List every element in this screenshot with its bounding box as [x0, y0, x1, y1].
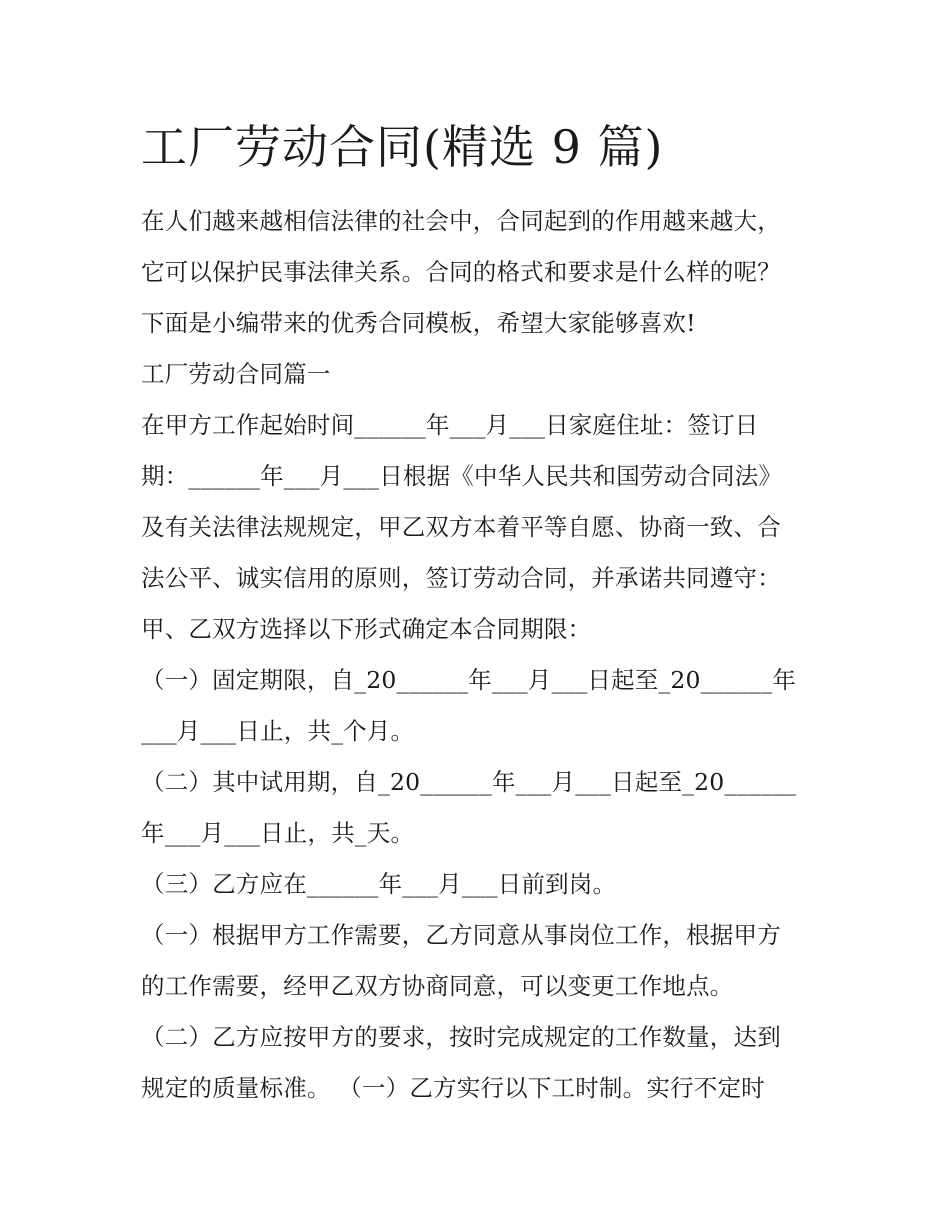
body-line: （一）固定期限，自_20______年___月___日起至_20______年 [141, 666, 797, 694]
section-heading: 工厂劳动合同篇一 [141, 360, 331, 388]
body-line: 及有关法律法规规定，甲乙双方本着平等自愿、协商一致、合 [141, 513, 781, 541]
body-line: 规定的质量标准。 （一）乙方实行以下工时制。实行不定时 [141, 1074, 765, 1102]
document-body [141, 196, 813, 1114]
body-line: （二）乙方应按甲方的要求，按时完成规定的工作数量，达到 [141, 1023, 781, 1051]
body-line: 下面是小编带来的优秀合同模板，希望大家能够喜欢! [141, 309, 696, 337]
body-line: 法公平、诚实信用的原则，签订劳动合同，并承诺共同遵守： [141, 564, 781, 592]
body-line: 期：______年___月___日根据《中华人民共和国劳动合同法》 [141, 462, 783, 490]
body-line: （一）根据甲方工作需要，乙方同意从事岗位工作，根据甲方 [141, 921, 781, 949]
document-title: 工厂劳动合同(精选 9 篇) [141, 120, 664, 174]
body-line: ___月___日止，共_个月。 [141, 717, 415, 745]
body-line: 在甲方工作起始时间______年___月___日家庭住址：签订日 [141, 411, 759, 439]
body-line: （二）其中试用期，自_20______年___月___日起至_20______ [141, 768, 797, 796]
body-line: 它可以保护民事法律关系。合同的格式和要求是什么样的呢？ [141, 258, 781, 286]
body-line: 的工作需要，经甲乙双方协商同意，可以变更工作地点。 [141, 972, 734, 1000]
body-line: （三）乙方应在______年___月___日前到岗。 [141, 870, 617, 898]
body-line: 甲、乙双方选择以下形式确定本合同期限： [141, 615, 592, 643]
body-line: 在人们越来越相信法律的社会中，合同起到的作用越来越大， [141, 207, 781, 235]
body-line: 年___月___日止，共_天。 [141, 819, 415, 847]
